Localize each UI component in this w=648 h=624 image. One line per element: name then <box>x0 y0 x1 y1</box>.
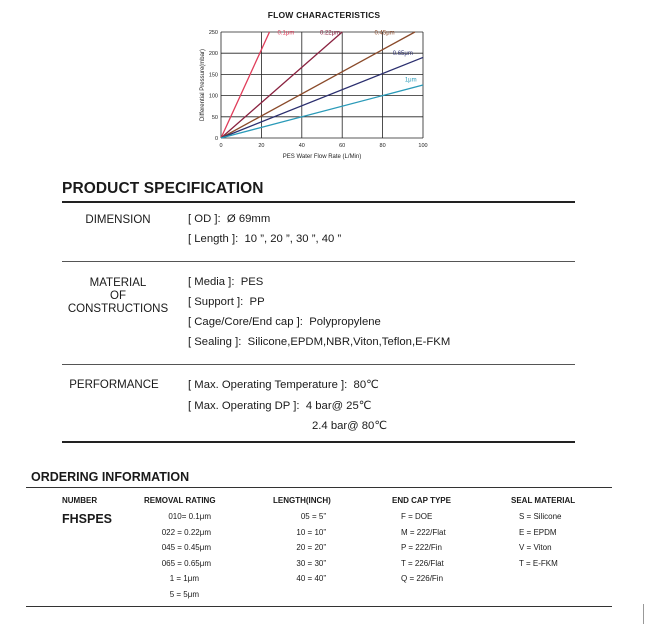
material-line: [ Cage/Core/End cap ]: Polypropylene <box>188 316 381 328</box>
series-line <box>221 32 415 138</box>
chart-title: FLOW CHARACTERISTICS <box>267 10 381 20</box>
spec-divider <box>62 261 575 262</box>
performance-label: PERFORMANCE <box>69 379 159 391</box>
removal-option: 065 = 0.65μm <box>161 558 211 568</box>
x-tick-label: 20 <box>258 143 265 149</box>
series-label: 0.22μm <box>319 30 341 37</box>
x-axis-label: PES Water Flow Rate (L/Min) <box>282 154 362 160</box>
ordering-header-endcap: END CAP TYPE <box>392 496 451 505</box>
endcap-option: P = 222/Fin <box>401 543 442 552</box>
x-tick-label: 100 <box>418 143 428 149</box>
x-tick-label: 0 <box>219 143 223 149</box>
ordering-header-length: LENGTH(INCH) <box>273 496 331 505</box>
seal-option: V = Viton <box>519 543 552 552</box>
x-tick-label: 60 <box>339 143 346 149</box>
flow-chart <box>190 22 440 162</box>
ordering-top-rule <box>26 487 612 488</box>
performance-line: [ Max. Operating Temperature ]: 80℃ <box>188 379 379 391</box>
ordering-header-number: NUMBER <box>62 496 98 505</box>
ordering-header-removal: REMOVAL RATING <box>144 496 216 505</box>
series-label: 0.1μm <box>277 30 295 37</box>
removal-option: 5 = 5μm <box>169 589 199 599</box>
material-label-line: OF <box>110 290 126 302</box>
removal-option: 045 = 0.45μm <box>161 543 211 552</box>
series-label: 0.45μm <box>374 30 395 37</box>
dimension-label: DIMENSION <box>85 214 151 226</box>
y-tick-label: 150 <box>208 72 218 79</box>
endcap-option: Q = 226/Fin <box>401 574 444 583</box>
product-spec-title: PRODUCT SPECIFICATION <box>62 180 264 197</box>
y-axis-label: Differential Pressure(mbar) <box>200 49 206 121</box>
seal-option: S = Silicone <box>519 512 562 521</box>
y-tick-label: 0 <box>214 136 218 142</box>
page-edge-mark <box>643 604 644 624</box>
length-option: 10 = 10” <box>296 527 326 537</box>
removal-option: 010= 0.1μm <box>168 512 211 521</box>
length-option: 30 = 30” <box>296 558 326 568</box>
y-tick-label: 100 <box>208 93 218 100</box>
material-label-line: MATERIAL <box>89 277 147 289</box>
ordering-title: ORDERING INFORMATION <box>31 470 190 484</box>
spec-divider <box>62 364 575 365</box>
material-line: [ Sealing ]: Silicone,EPDM,NBR,Viton,Teflon,E-FKM <box>188 336 451 348</box>
series-line <box>221 57 423 138</box>
length-option: 20 = 20” <box>296 543 326 552</box>
x-tick-label: 40 <box>298 143 305 149</box>
seal-option: E = EPDM <box>519 527 557 537</box>
performance-line: [ Max. Operating DP ]: 4 bar@ 25℃ <box>188 400 372 412</box>
removal-option: 1 = 1μm <box>169 574 199 583</box>
material-label-line: CONSTRUCTIONS <box>67 303 169 315</box>
ordering-header-seal: SEAL MATERIAL <box>511 496 576 505</box>
ordering-bottom-rule <box>26 606 612 607</box>
y-tick-label: 50 <box>211 114 218 121</box>
dimension-line: [ Length ]: 10 ”, 20 ”, 30 ”, 40 ” <box>188 233 342 245</box>
length-option: 05 = 5” <box>300 512 326 521</box>
spec-bottom-rule <box>62 441 575 443</box>
y-tick-label: 250 <box>208 30 218 36</box>
spec-top-rule <box>62 201 575 203</box>
ordering-number-value: FHSPES <box>62 512 113 526</box>
endcap-option: M = 222/Flat <box>401 527 446 537</box>
endcap-option: T = 226/Flat <box>401 558 444 568</box>
y-tick-label: 200 <box>208 51 218 58</box>
removal-option: 022 = 0.22μm <box>161 527 211 537</box>
material-line: [ Media ]: PES <box>188 276 264 288</box>
series-label: 1μm <box>404 77 417 84</box>
x-tick-label: 80 <box>379 143 386 149</box>
performance-line: 2.4 bar@ 80℃ <box>312 420 388 432</box>
dimension-line: [ OD ]: Ø 69mm <box>188 213 271 225</box>
material-line: [ Support ]: PP <box>188 296 265 308</box>
seal-option: T = E-FKM <box>519 558 558 568</box>
length-option: 40 = 40” <box>296 574 326 583</box>
series-label: 0.65μm <box>392 50 413 57</box>
endcap-option: F = DOE <box>401 512 433 521</box>
